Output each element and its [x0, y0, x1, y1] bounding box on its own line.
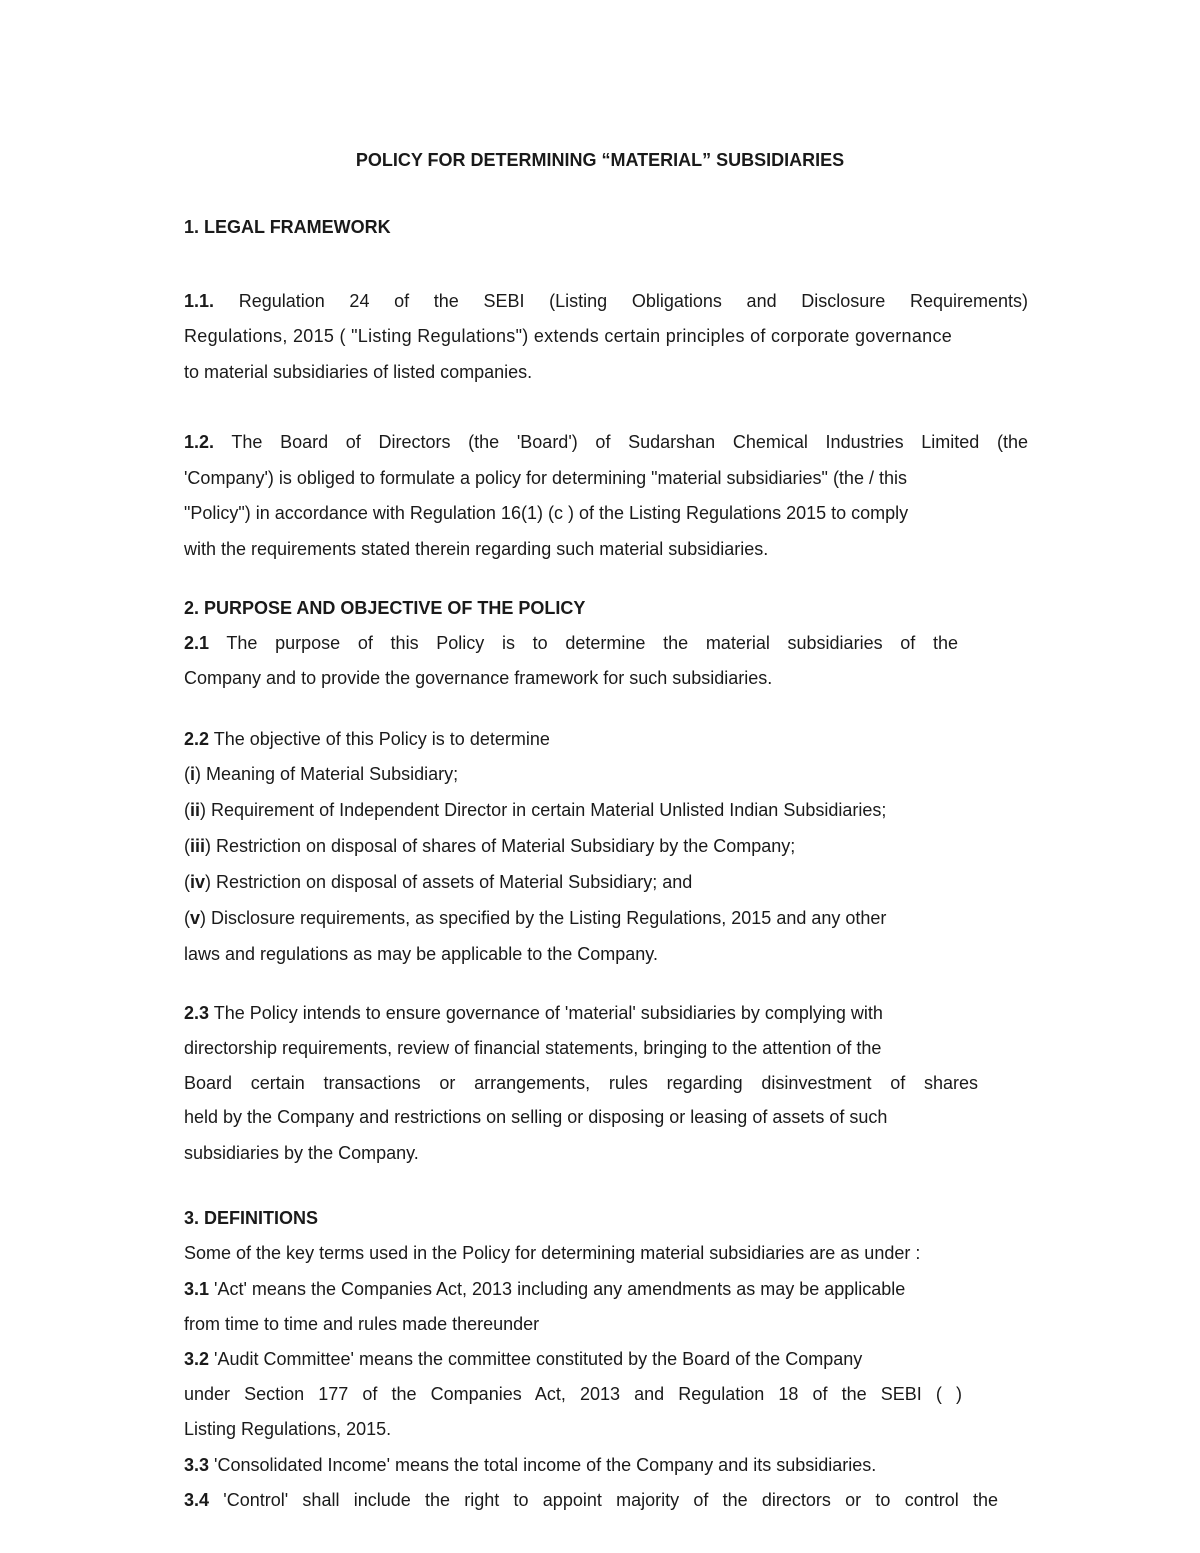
- clause-2-3-line-4: held by the Company and restrictions on selling or disposing or leasing of assets of such: [184, 1107, 888, 1127]
- clause-2-2-line-1: [184, 728, 550, 750]
- definition-3-2-line-2: under Section 177 of the Companies Act, 2013 and Regulation 18 of the SEBI ( ): [184, 1384, 962, 1404]
- item-numeral: v: [190, 908, 201, 928]
- section-number: 2.: [184, 598, 200, 618]
- section-2-heading: [184, 597, 585, 619]
- objective-item: (v) Disclosure requirements, as specified by the Listing Regulations, 2015 and any other: [184, 908, 887, 928]
- clause-2-3-line-1: [184, 1002, 883, 1024]
- objective-item-continuation: laws and regulations as may be applicable to the Company.: [184, 944, 658, 964]
- item-text: ) Disclosure requirements, as specified by the Listing Regulations, 2015 and any other: [200, 908, 887, 928]
- clause-number: 1.2.: [184, 432, 215, 452]
- definition-3-4-line-1: [184, 1489, 998, 1511]
- section-number: 1.: [184, 217, 200, 237]
- clause-number: 2.1: [184, 633, 210, 653]
- definition-3-2-line-1: [184, 1348, 862, 1370]
- section-number: 3.: [184, 1208, 200, 1228]
- clause-1-2-line-2: 'Company') is obliged to formulate a policy for determining "material subsidiaries" (the / this: [184, 468, 907, 488]
- clause-text: 'Act' means the Companies Act, 2013 including any amendments as may be applicable: [209, 1279, 906, 1299]
- section-3-heading: [184, 1207, 318, 1229]
- clause-text: The Board of Directors (the 'Board') of Sudarshan Chemical Industries Limited (the: [214, 432, 1028, 452]
- item-numeral: i: [190, 764, 196, 784]
- item-numeral: ii: [190, 800, 201, 820]
- clause-text: Regulation 24 of the SEBI (Listing Obligations and Disclosure Requirements): [238, 291, 1028, 311]
- clause-number: 2.3: [184, 1003, 210, 1023]
- item-text: ) Restriction on disposal of assets of Material Subsidiary; and: [205, 872, 693, 892]
- clause-1-1-line-2: Regulations, 2015 ( "Listing Regulations") extends certain principles of corporate governance: [184, 326, 953, 346]
- clause-1-2-line-3: "Policy") in accordance with Regulation 16(1) (c ) of the Listing Regulations 2015 to comply: [184, 503, 909, 523]
- section-title: LEGAL FRAMEWORK: [199, 217, 391, 237]
- clause-2-3-line-5: subsidiaries by the Company.: [184, 1143, 419, 1163]
- objective-item: (i) Meaning of Material Subsidiary;: [184, 764, 459, 784]
- definition-3-2-line-3: Listing Regulations, 2015.: [184, 1419, 392, 1439]
- clause-number: 2.2: [184, 729, 210, 749]
- clause-text: 'Consolidated Income' means the total income of the Company and its subsidiaries.: [209, 1455, 877, 1475]
- objective-item: (ii) Requirement of Independent Director in certain Material Unlisted Indian Subsidiaries;: [184, 800, 887, 820]
- clause-1-2-line-4: with the requirements stated therein regarding such material subsidiaries.: [184, 539, 769, 559]
- item-numeral: iv: [190, 872, 206, 892]
- definitions-intro: Some of the key terms used in the Policy for determining material subsidiaries are as under :: [184, 1243, 921, 1263]
- clause-2-3-line-2: directorship requirements, review of financial statements, bringing to the attention of the: [184, 1038, 882, 1058]
- clause-text: 'Control' shall include the right to appoint majority of the directors or to control the: [209, 1490, 998, 1510]
- clause-2-3-line-3: Board certain transactions or arrangements, rules regarding disinvestment of shares: [184, 1073, 978, 1093]
- clause-number: 3.4: [184, 1490, 210, 1510]
- document-title: POLICY FOR DETERMINING “MATERIAL” SUBSIDIARIES: [355, 150, 845, 170]
- clause-1-1-line-1: [184, 290, 1028, 312]
- clause-text: 'Audit Committee' means the committee constituted by the Board of the Company: [209, 1349, 863, 1369]
- item-text: ) Meaning of Material Subsidiary;: [195, 764, 459, 784]
- item-text: ) Restriction on disposal of shares of Material Subsidiary by the Company;: [205, 836, 796, 856]
- definition-3-1-line-1: [184, 1278, 905, 1300]
- item-text: ) Requirement of Independent Director in certain Material Unlisted Indian Subsidiaries;: [200, 800, 887, 820]
- section-1-heading: [184, 216, 391, 238]
- clause-number: 3.2: [184, 1349, 210, 1369]
- clause-text: The Policy intends to ensure governance of 'material' subsidiaries by complying with: [209, 1003, 883, 1023]
- objective-item: (iii) Restriction on disposal of shares of Material Subsidiary by the Company;: [184, 836, 796, 856]
- definition-3-1-line-2: from time to time and rules made thereunder: [184, 1314, 540, 1334]
- clause-number: 3.3: [184, 1455, 210, 1475]
- clause-number: 3.1: [184, 1279, 210, 1299]
- definition-3-3-line-1: [184, 1454, 876, 1476]
- item-numeral: iii: [190, 836, 206, 856]
- objective-item: (iv) Restriction on disposal of assets of Material Subsidiary; and: [184, 872, 693, 892]
- clause-text: The purpose of this Policy is to determine the material subsidiaries of the: [209, 633, 958, 653]
- clause-2-1-line-2: Company and to provide the governance framework for such subsidiaries.: [184, 668, 773, 688]
- section-title: PURPOSE AND OBJECTIVE OF THE POLICY: [199, 598, 586, 618]
- clause-2-1-line-1: [184, 632, 958, 654]
- section-title: DEFINITIONS: [199, 1208, 319, 1228]
- clause-number: 1.1.: [184, 291, 215, 311]
- clause-text: The objective of this Policy is to determine: [209, 729, 550, 749]
- clause-1-1-line-3: to material subsidiaries of listed companies.: [184, 362, 533, 382]
- clause-1-2-line-1: [184, 431, 1028, 453]
